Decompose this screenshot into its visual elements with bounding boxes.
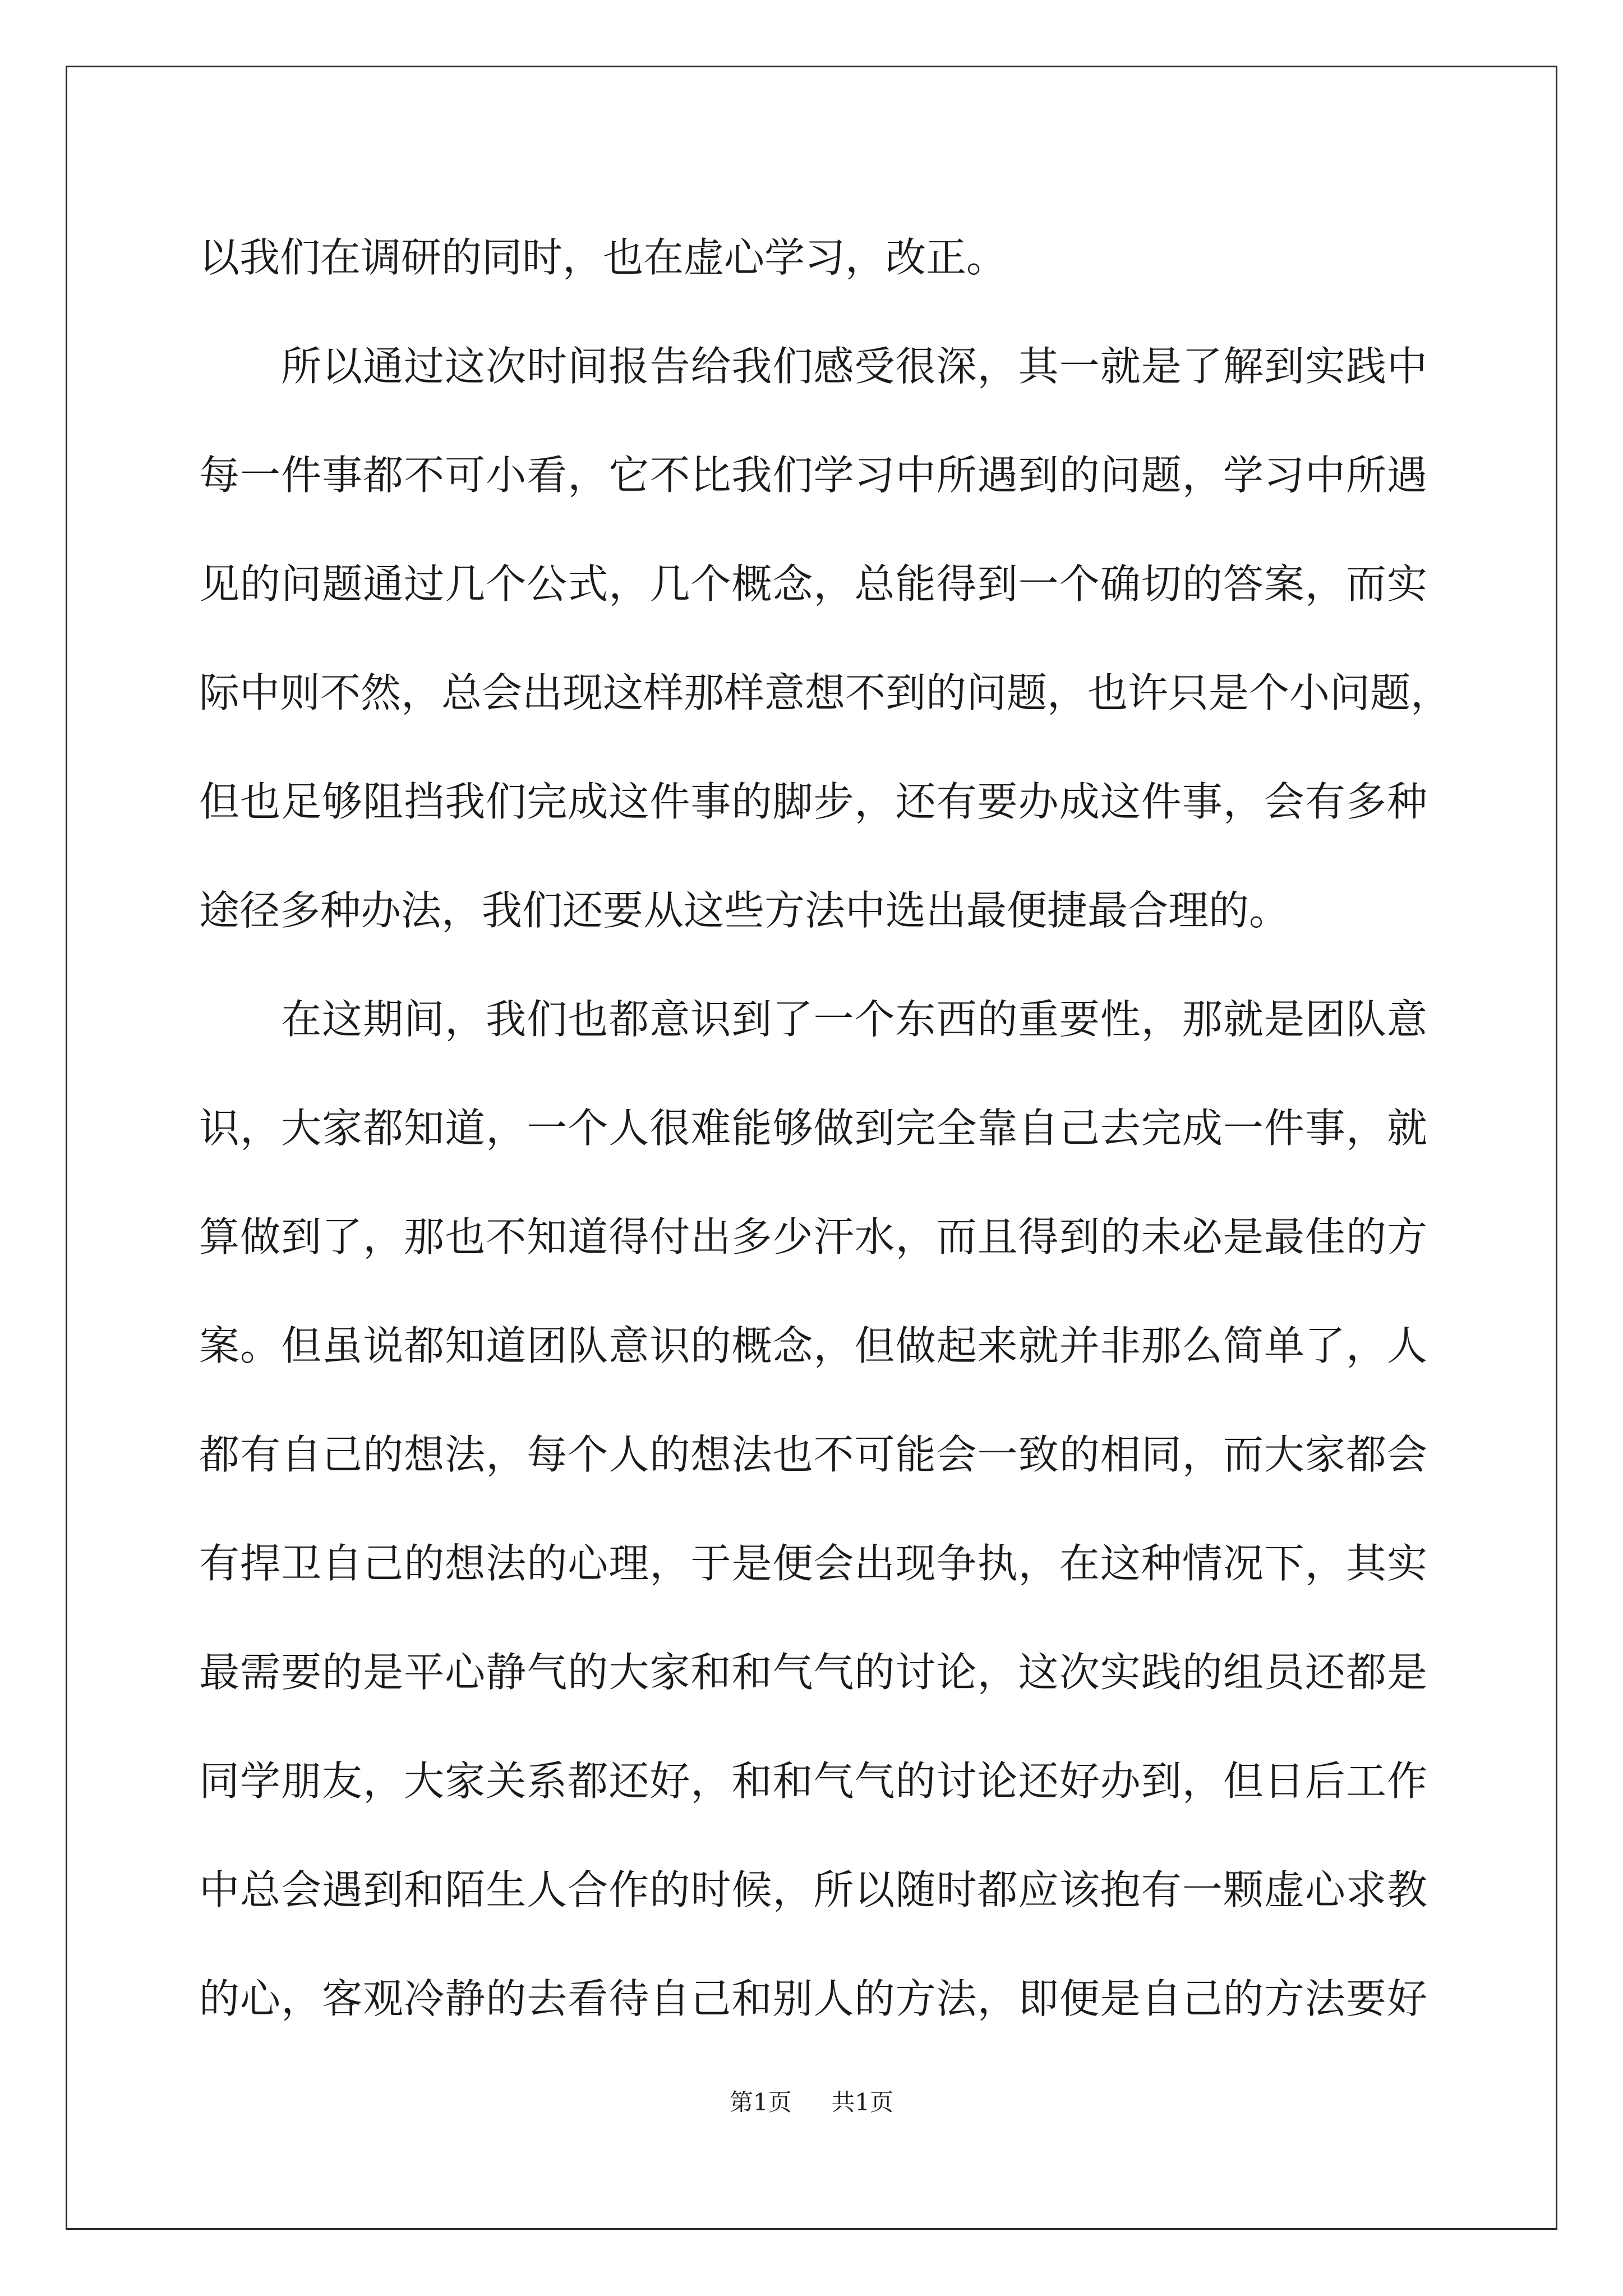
text-line: 同学朋友，大家关系都还好，和和气气的讨论还好办到，但日后工作 bbox=[199, 1757, 1427, 1805]
document-body bbox=[199, 203, 1451, 2053]
text-line: 每一件事都不可小看，它不比我们学习中所遇到的问题，学习中所遇 bbox=[199, 452, 1427, 499]
page-footer bbox=[0, 2086, 1623, 2119]
text-line: 案。但虽说都知道团队意识的概念，但做起来就并非那么简单了，人 bbox=[199, 1322, 1427, 1369]
text-line: 在这期间，我们也都意识到了一个东西的重要性，那就是团队意 bbox=[281, 996, 1427, 1043]
page-number: 第1页 bbox=[729, 2088, 792, 2116]
text-line: 所以通过这次时间报告给我们感受很深，其一就是了解到实践中 bbox=[281, 343, 1427, 390]
text-line: 算做到了，那也不知道得付出多少汗水，而且得到的未必是最佳的方 bbox=[199, 1213, 1427, 1260]
text-line: 识，大家都知道，一个人很难能够做到完全靠自己去完成一件事，就 bbox=[199, 1105, 1427, 1152]
page-total: 共1页 bbox=[831, 2088, 894, 2116]
text-line: 以我们在调研的同时，也在虚心学习，改正。 bbox=[199, 234, 1007, 281]
text-line: 但也足够阻挡我们完成这件事的脚步，还有要办成这件事，会有多种 bbox=[199, 778, 1427, 825]
text-line: 有捍卫自己的想法的心理，于是便会出现争执，在这种情况下，其实 bbox=[199, 1540, 1427, 1587]
text-line: 最需要的是平心静气的大家和和气气的讨论，这次实践的组员还都是 bbox=[199, 1649, 1427, 1696]
text-line: 的心，客观冷静的去看待自己和别人的方法，即便是自己的方法要好 bbox=[199, 1975, 1427, 2022]
text-line: 见的问题通过几个公式，几个概念，总能得到一个确切的答案，而实 bbox=[199, 560, 1427, 608]
text-line: 途径多种办法，我们还要从这些方法中选出最便捷最合理的。 bbox=[199, 887, 1290, 934]
text-line: 际中则不然，总会出现这样那样意想不到的问题，也许只是个小问题， bbox=[199, 669, 1451, 716]
text-line: 中总会遇到和陌生人合作的时候，所以随时都应该抱有一颗虚心求教 bbox=[199, 1866, 1427, 1913]
text-line: 都有自己的想法，每个人的想法也不可能会一致的相同，而大家都会 bbox=[199, 1431, 1427, 1478]
